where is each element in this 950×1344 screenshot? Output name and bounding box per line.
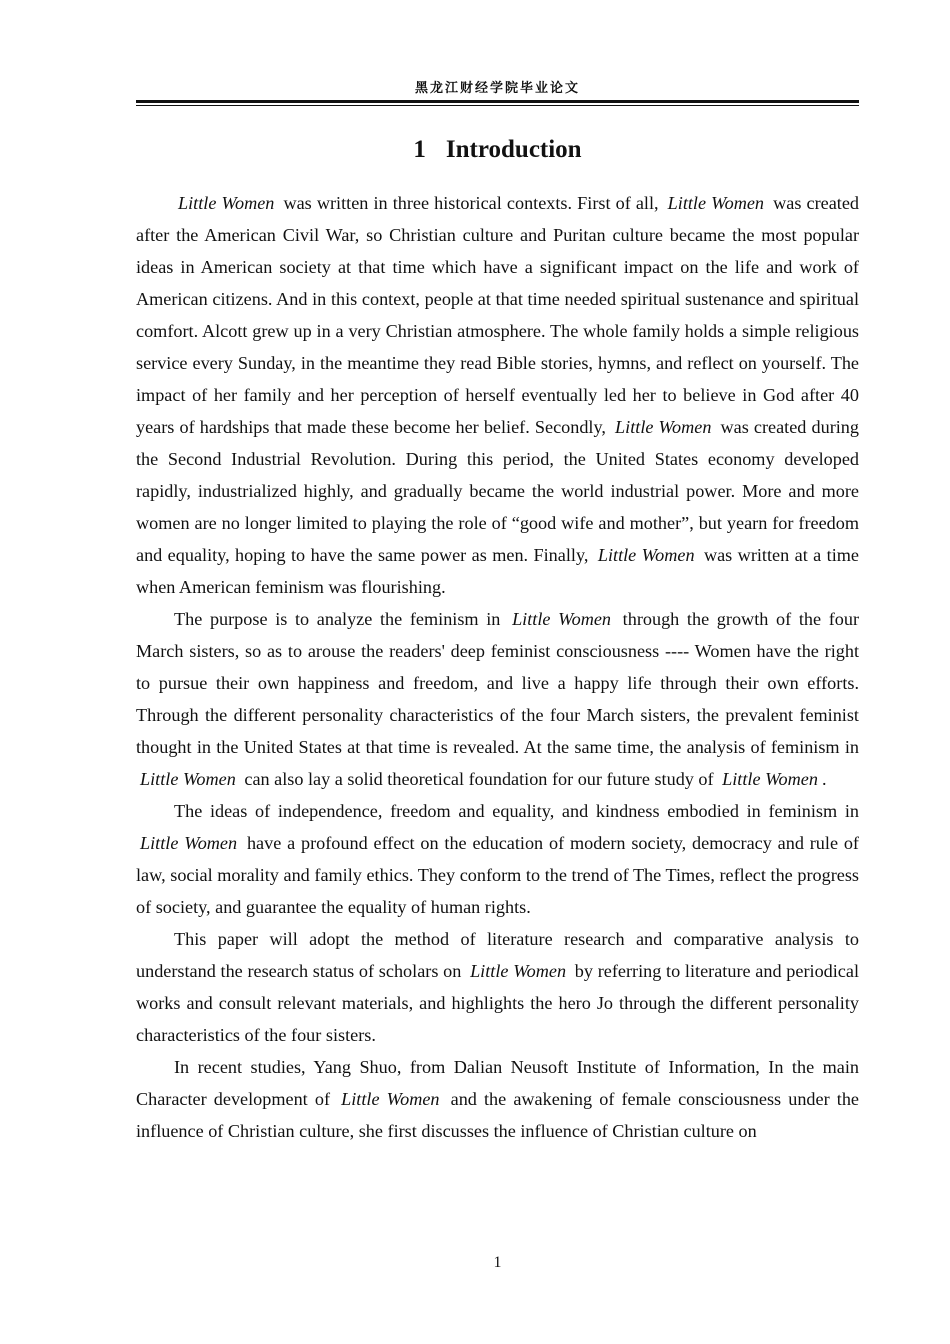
book-title-italic: Little Women <box>615 417 712 437</box>
book-title-italic: Little Women <box>341 1089 440 1109</box>
chapter-number: 1 <box>413 136 426 163</box>
body-paragraph <box>136 795 859 923</box>
body-paragraph <box>136 603 859 795</box>
text-run: have a profound effect on the education of modern society, democracy and rule of law, social morality and family ethics. They conform to the trend of The Times, reflect the progress of society, and guarantee the equality of human rights. <box>136 833 859 917</box>
book-title-italic: Little Women <box>667 193 765 213</box>
book-title-italic: Little Women <box>722 769 818 789</box>
body-paragraph <box>136 187 859 603</box>
text-run: was created during the Second Industrial Revolution. During this period, the United States economy developed rapidly, industrialized highly, and gradually became the world industrial power. More and more women are no longer limited to playing the role of “good wife and mother”, but yearn for freedom and equality, hoping to have the same power as men. Finally, <box>136 417 859 565</box>
book-title-italic: Little Women <box>140 833 238 853</box>
text-run: was written in three historical contexts. First of all, <box>278 193 664 213</box>
text-run: This paper will adopt the method of literature research and comparative analysis to understand the research status of scholars on <box>136 929 859 981</box>
book-title-italic: Little Women <box>178 193 275 213</box>
book-title-italic: Little Women <box>597 545 695 565</box>
text-run: and the awakening of female consciousness under the influence of Christian culture, she first discusses the influence of Christian culture on <box>136 1089 859 1141</box>
running-header: 黑龙江财经学院毕业论文 <box>414 81 580 96</box>
header-rule-thin <box>136 105 859 106</box>
book-title-italic: Little Women <box>512 609 612 629</box>
text-run: was created after the American Civil War, so Christian culture and Puritan culture became the most popular ideas in American society at that time which have a significant impact on the life and work of American citizens. And in this context, people at that time needed spiritual sustenance and spiritual comfort. Alcott grew up in a very Christian atmosphere. The whole family holds a simple religious service every Sunday, in the meantime they read Bible stories, hymns, and reflect on yourself. The impact of her family and her perception of herself eventually led her to believe in God after 40 years of hardships that made these become her belief. Secondly, <box>136 193 859 437</box>
book-title-italic: Little Women <box>140 769 236 789</box>
body-text <box>136 187 859 1147</box>
text-run: can also lay a solid theoretical foundation for our future study of <box>239 769 719 789</box>
page-number: 1 <box>493 1254 502 1271</box>
text-run: was written at a time when American feminism was flourishing. <box>136 545 859 597</box>
text-run: through the growth of the four March sisters, so as to arouse the readers' deep feminist consciousness ---- Women have the right to pursue their own happiness and freedom, and live a happy life through their own efforts. Through the different personality characteristics of the four March sisters, the prevalent feminist thought in the United States at that time is revealed. At the same time, the analysis of feminism in <box>136 609 860 757</box>
body-paragraph <box>136 923 859 1051</box>
text-run: . <box>821 769 827 789</box>
text-run: In recent studies, Yang Shuo, from Dalian Neusoft Institute of Information, In the main Character development of <box>136 1057 859 1109</box>
chapter-title <box>136 134 859 166</box>
header-rule-thick <box>136 100 859 103</box>
book-title-italic: Little Women <box>470 961 567 981</box>
text-run: by referring to literature and periodical works and consult relevant materials, and highlights the hero Jo through the different personality characteristics of the four sisters. <box>136 961 860 1045</box>
body-paragraph <box>136 1051 859 1147</box>
text-run: The ideas of independence, freedom and equality, and kindness embodied in feminism in <box>174 801 859 821</box>
chapter-title-text: Introduction <box>445 136 582 163</box>
text-run: The purpose is to analyze the feminism in <box>174 609 509 629</box>
